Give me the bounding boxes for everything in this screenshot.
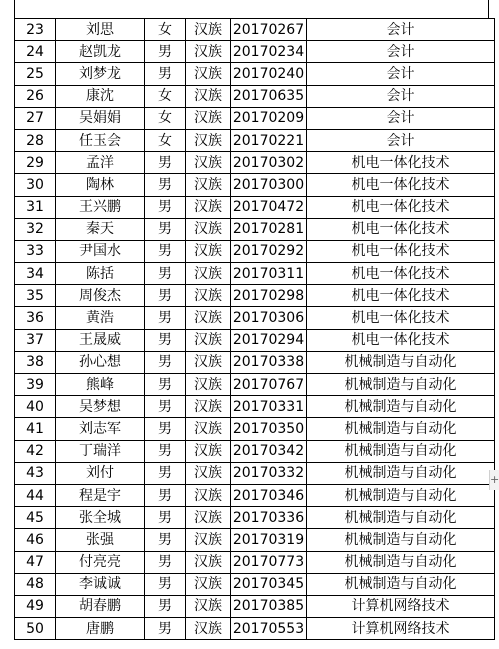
gender-cell[interactable]: 男 (145, 240, 186, 262)
gender-cell[interactable]: 男 (145, 263, 186, 285)
table-row (15, 551, 495, 573)
ethnicity-cell[interactable]: 汉族 (186, 551, 231, 573)
row-number-cell[interactable]: 34 (15, 263, 56, 285)
major-cell[interactable]: 计算机网络技术 (307, 595, 495, 617)
student-id-cell[interactable]: 20170267 (231, 19, 307, 41)
row-number-cell[interactable]: 28 (15, 129, 56, 151)
table-row (15, 285, 495, 307)
student-id-cell[interactable]: 20170302 (231, 152, 307, 174)
gender-cell[interactable]: 男 (145, 573, 186, 595)
ethnicity-cell[interactable]: 汉族 (186, 374, 231, 396)
table-row (15, 41, 495, 63)
row-number-cell[interactable]: 30 (15, 174, 56, 196)
table-row (15, 351, 495, 373)
row-number-cell[interactable]: 26 (15, 85, 56, 107)
student-name-cell[interactable]: 孙心想 (56, 351, 145, 373)
roster-body (15, 19, 495, 640)
gender-cell[interactable]: 男 (145, 196, 186, 218)
ethnicity-cell[interactable]: 汉族 (186, 329, 231, 351)
student-name-cell[interactable]: 丁瑞洋 (56, 440, 145, 462)
student-name-cell[interactable]: 赵凯龙 (56, 41, 145, 63)
table-top-edge (14, 0, 489, 18)
student-id-cell[interactable]: 20170767 (231, 374, 307, 396)
student-name-cell[interactable]: 吴梦想 (56, 396, 145, 418)
student-name-cell[interactable]: 刘思 (56, 19, 145, 41)
student-name-cell[interactable]: 周俊杰 (56, 285, 145, 307)
gender-cell[interactable]: 男 (145, 329, 186, 351)
ethnicity-cell[interactable]: 汉族 (186, 396, 231, 418)
student-id-cell[interactable]: 20170385 (231, 595, 307, 617)
ethnicity-cell[interactable]: 汉族 (186, 595, 231, 617)
gender-cell[interactable]: 男 (145, 285, 186, 307)
ethnicity-cell[interactable]: 汉族 (186, 152, 231, 174)
major-cell[interactable]: 机械制造与自动化 (307, 396, 495, 418)
row-number-cell[interactable]: 43 (15, 462, 56, 484)
table-row (15, 307, 495, 329)
student-name-cell[interactable]: 张强 (56, 529, 145, 551)
row-number-cell[interactable]: 37 (15, 329, 56, 351)
gender-cell[interactable]: 男 (145, 484, 186, 506)
gender-cell[interactable]: 男 (145, 462, 186, 484)
row-number-cell[interactable]: 41 (15, 418, 56, 440)
major-cell[interactable]: 机电一体化技术 (307, 218, 495, 240)
major-cell[interactable]: 机械制造与自动化 (307, 551, 495, 573)
table-row (15, 595, 495, 617)
ethnicity-cell[interactable]: 汉族 (186, 307, 231, 329)
major-cell[interactable]: 机电一体化技术 (307, 263, 495, 285)
gender-cell[interactable]: 男 (145, 396, 186, 418)
ethnicity-cell[interactable]: 汉族 (186, 573, 231, 595)
row-number-cell[interactable]: 33 (15, 240, 56, 262)
gender-cell[interactable]: 女 (145, 85, 186, 107)
table-row (15, 418, 495, 440)
major-cell[interactable]: 机械制造与自动化 (307, 573, 495, 595)
student-id-cell[interactable]: 20170346 (231, 484, 307, 506)
major-cell[interactable]: 会计 (307, 41, 495, 63)
major-cell[interactable]: 机电一体化技术 (307, 329, 495, 351)
gender-cell[interactable]: 男 (145, 41, 186, 63)
ethnicity-cell[interactable]: 汉族 (186, 507, 231, 529)
student-id-cell[interactable]: 20170234 (231, 41, 307, 63)
table-row (15, 263, 495, 285)
major-cell[interactable]: 会计 (307, 19, 495, 41)
table-row (15, 507, 495, 529)
gender-cell[interactable]: 男 (145, 440, 186, 462)
student-name-cell[interactable]: 尹国水 (56, 240, 145, 262)
student-roster-table (14, 18, 495, 640)
gender-cell[interactable]: 男 (145, 218, 186, 240)
student-id-cell[interactable]: 20170298 (231, 285, 307, 307)
ethnicity-cell[interactable]: 汉族 (186, 19, 231, 41)
major-cell[interactable]: 机械制造与自动化 (307, 351, 495, 373)
student-name-cell[interactable]: 刘志军 (56, 418, 145, 440)
major-cell[interactable]: 会计 (307, 85, 495, 107)
table-row (15, 218, 495, 240)
table-row (15, 396, 495, 418)
student-id-cell[interactable]: 20170331 (231, 396, 307, 418)
student-id-cell[interactable]: 20170553 (231, 618, 307, 640)
student-name-cell[interactable]: 王晟威 (56, 329, 145, 351)
row-number-cell[interactable]: 50 (15, 618, 56, 640)
major-cell[interactable]: 会计 (307, 63, 495, 85)
student-name-cell[interactable]: 付亮亮 (56, 551, 145, 573)
student-id-cell[interactable]: 20170240 (231, 63, 307, 85)
major-cell[interactable]: 机械制造与自动化 (307, 440, 495, 462)
student-id-cell[interactable]: 20170294 (231, 329, 307, 351)
major-cell[interactable]: 机电一体化技术 (307, 152, 495, 174)
student-name-cell[interactable]: 吴娟娟 (56, 107, 145, 129)
table-row (15, 484, 495, 506)
row-number-cell[interactable]: 32 (15, 218, 56, 240)
student-id-cell[interactable]: 20170292 (231, 240, 307, 262)
table-row (15, 529, 495, 551)
row-number-cell[interactable]: 47 (15, 551, 56, 573)
major-cell[interactable]: 机电一体化技术 (307, 285, 495, 307)
row-number-cell[interactable]: 36 (15, 307, 56, 329)
gender-cell[interactable]: 男 (145, 418, 186, 440)
major-cell[interactable]: 会计 (307, 129, 495, 151)
row-number-cell[interactable]: 42 (15, 440, 56, 462)
table-row (15, 19, 495, 41)
ethnicity-cell[interactable]: 汉族 (186, 418, 231, 440)
table-row (15, 240, 495, 262)
student-name-cell[interactable]: 唐鹏 (56, 618, 145, 640)
table-row (15, 129, 495, 151)
gender-cell[interactable]: 男 (145, 507, 186, 529)
table-row (15, 63, 495, 85)
major-cell[interactable]: 机电一体化技术 (307, 307, 495, 329)
expand-icon[interactable]: + (489, 470, 499, 490)
table-row (15, 152, 495, 174)
ethnicity-cell[interactable]: 汉族 (186, 285, 231, 307)
student-name-cell[interactable]: 康沈 (56, 85, 145, 107)
row-number-cell[interactable]: 48 (15, 573, 56, 595)
major-cell[interactable]: 机械制造与自动化 (307, 529, 495, 551)
student-id-cell[interactable]: 20170350 (231, 418, 307, 440)
row-number-cell[interactable]: 23 (15, 19, 56, 41)
ethnicity-cell[interactable]: 汉族 (186, 41, 231, 63)
gender-cell[interactable]: 女 (145, 129, 186, 151)
student-name-cell[interactable]: 胡春鹏 (56, 595, 145, 617)
student-id-cell[interactable]: 20170311 (231, 263, 307, 285)
student-id-cell[interactable]: 20170281 (231, 218, 307, 240)
row-number-cell[interactable]: 45 (15, 507, 56, 529)
student-name-cell[interactable]: 熊峰 (56, 374, 145, 396)
student-id-cell[interactable]: 20170306 (231, 307, 307, 329)
ethnicity-cell[interactable]: 汉族 (186, 174, 231, 196)
major-cell[interactable]: 机电一体化技术 (307, 196, 495, 218)
gender-cell[interactable]: 男 (145, 618, 186, 640)
ethnicity-cell[interactable]: 汉族 (186, 63, 231, 85)
row-number-cell[interactable]: 27 (15, 107, 56, 129)
student-id-cell[interactable]: 20170300 (231, 174, 307, 196)
gender-cell[interactable]: 男 (145, 351, 186, 373)
gender-cell[interactable]: 男 (145, 551, 186, 573)
ethnicity-cell[interactable]: 汉族 (186, 263, 231, 285)
row-number-cell[interactable]: 35 (15, 285, 56, 307)
student-id-cell[interactable]: 20170472 (231, 196, 307, 218)
ethnicity-cell[interactable]: 汉族 (186, 529, 231, 551)
major-cell[interactable]: 机电一体化技术 (307, 240, 495, 262)
student-name-cell[interactable]: 刘梦龙 (56, 63, 145, 85)
student-name-cell[interactable]: 秦天 (56, 218, 145, 240)
row-number-cell[interactable]: 38 (15, 351, 56, 373)
table-row (15, 462, 495, 484)
student-name-cell[interactable]: 王兴鹏 (56, 196, 145, 218)
major-cell[interactable]: 机械制造与自动化 (307, 418, 495, 440)
ethnicity-cell[interactable]: 汉族 (186, 196, 231, 218)
ethnicity-cell[interactable]: 汉族 (186, 440, 231, 462)
major-cell[interactable]: 机械制造与自动化 (307, 374, 495, 396)
gender-cell[interactable]: 女 (145, 19, 186, 41)
ethnicity-cell[interactable]: 汉族 (186, 351, 231, 373)
gender-cell[interactable]: 女 (145, 107, 186, 129)
student-id-cell[interactable]: 20170338 (231, 351, 307, 373)
table-row (15, 440, 495, 462)
table-row (15, 374, 495, 396)
table-row (15, 107, 495, 129)
row-number-cell[interactable]: 49 (15, 595, 56, 617)
student-name-cell[interactable]: 陈括 (56, 263, 145, 285)
row-number-cell[interactable]: 39 (15, 374, 56, 396)
ethnicity-cell[interactable]: 汉族 (186, 618, 231, 640)
student-name-cell[interactable]: 任玉会 (56, 129, 145, 151)
row-number-cell[interactable]: 40 (15, 396, 56, 418)
student-name-cell[interactable]: 黄浩 (56, 307, 145, 329)
student-name-cell[interactable]: 李诚诚 (56, 573, 145, 595)
student-id-cell[interactable]: 20170773 (231, 551, 307, 573)
table-row (15, 573, 495, 595)
major-cell[interactable]: 计算机网络技术 (307, 618, 495, 640)
student-name-cell[interactable]: 刘付 (56, 462, 145, 484)
row-number-cell[interactable]: 31 (15, 196, 56, 218)
ethnicity-cell[interactable]: 汉族 (186, 129, 231, 151)
table-row (15, 85, 495, 107)
gender-cell[interactable]: 男 (145, 152, 186, 174)
ethnicity-cell[interactable]: 汉族 (186, 484, 231, 506)
ethnicity-cell[interactable]: 汉族 (186, 85, 231, 107)
gender-cell[interactable]: 男 (145, 307, 186, 329)
ethnicity-cell[interactable]: 汉族 (186, 107, 231, 129)
table-row (15, 618, 495, 640)
student-id-cell[interactable]: 20170345 (231, 573, 307, 595)
table-row (15, 329, 495, 351)
major-cell[interactable]: 机械制造与自动化 (307, 507, 495, 529)
student-id-cell[interactable]: 20170635 (231, 85, 307, 107)
gender-cell[interactable]: 男 (145, 174, 186, 196)
table-row (15, 174, 495, 196)
row-number-cell[interactable]: 46 (15, 529, 56, 551)
student-name-cell[interactable]: 孟洋 (56, 152, 145, 174)
student-id-cell[interactable]: 20170342 (231, 440, 307, 462)
student-id-cell[interactable]: 20170332 (231, 462, 307, 484)
student-id-cell[interactable]: 20170221 (231, 129, 307, 151)
major-cell[interactable]: 会计 (307, 107, 495, 129)
ethnicity-cell[interactable]: 汉族 (186, 218, 231, 240)
table-row (15, 196, 495, 218)
ethnicity-cell[interactable]: 汉族 (186, 240, 231, 262)
gender-cell[interactable]: 男 (145, 374, 186, 396)
student-name-cell[interactable]: 陶林 (56, 174, 145, 196)
gender-cell[interactable]: 男 (145, 529, 186, 551)
ethnicity-cell[interactable]: 汉族 (186, 462, 231, 484)
student-name-cell[interactable]: 程是宇 (56, 484, 145, 506)
student-id-cell[interactable]: 20170209 (231, 107, 307, 129)
row-number-cell[interactable]: 29 (15, 152, 56, 174)
row-number-cell[interactable]: 24 (15, 41, 56, 63)
gender-cell[interactable]: 男 (145, 595, 186, 617)
student-id-cell[interactable]: 20170336 (231, 507, 307, 529)
row-number-cell[interactable]: 44 (15, 484, 56, 506)
major-cell[interactable]: 机械制造与自动化 (307, 484, 495, 506)
row-number-cell[interactable]: 25 (15, 63, 56, 85)
student-name-cell[interactable]: 张全城 (56, 507, 145, 529)
gender-cell[interactable]: 男 (145, 63, 186, 85)
major-cell[interactable]: 机电一体化技术 (307, 174, 495, 196)
major-cell[interactable]: 机械制造与自动化 (307, 462, 495, 484)
student-id-cell[interactable]: 20170319 (231, 529, 307, 551)
